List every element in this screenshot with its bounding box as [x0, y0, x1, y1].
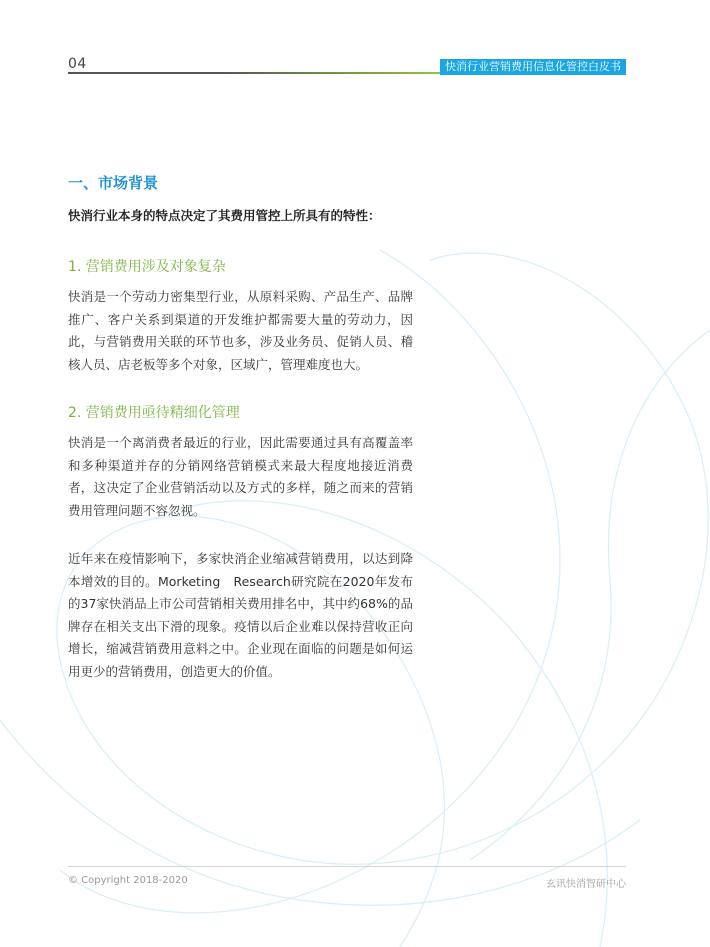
- footer-organization: 玄讯快消智研中心: [546, 879, 626, 890]
- subsection-2-paragraph-1: 快消是一个离消费者最近的行业，因此需要通过具有高覆盖率和多种渠道并存的分销网络营销模式来最大程度地接近消费者，这决定了企业营销活动以及方式的多样，随之而来的营销费用管理问题不容忽视。: [68, 435, 413, 518]
- copyright-text: © Copyright 2018-2020: [68, 875, 188, 886]
- section-intro: 快消行业本身的特点决定了其费用管控上所具有的特性：: [68, 208, 381, 223]
- section-heading: 一、市场背景: [68, 174, 159, 192]
- subsection-1-paragraph: 快消是一个劳动力密集型行业，从原料采购、产品生产、品牌推广、客户关系到渠道的开发维护都需要大量的劳动力，因此，与营销费用关联的环节也多，涉及业务员、促销人员、稽核人员、店老板等多个对象，区域广，管理难度也大。: [68, 289, 413, 372]
- subsection-1-title: 1. 营销费用涉及对象复杂: [68, 259, 226, 275]
- subsection-2-paragraph-2: 近年来在疫情影响下，多家快消企业缩减营销费用，以达到降本增效的目的。Morketing Research研究院在2020年发布的37家快消品上市公司营销相关费用排名中，其中约68%的品牌存在相关支出下滑的现象。疫情以后企业难以保持营收正向增长，缩减营销费用意料之中。企业现在面临的问题是如何运用更少的营销费用，创造更大的价值。: [68, 551, 413, 679]
- document-title-banner: 快消行业营销费用信息化管控白皮书: [440, 59, 626, 75]
- page-number: 04: [68, 56, 87, 72]
- header-divider: [68, 72, 440, 74]
- footer-divider: [68, 866, 626, 867]
- main-content: [68, 172, 413, 709]
- subsection-2-title: 2. 营销费用亟待精细化管理: [68, 405, 240, 421]
